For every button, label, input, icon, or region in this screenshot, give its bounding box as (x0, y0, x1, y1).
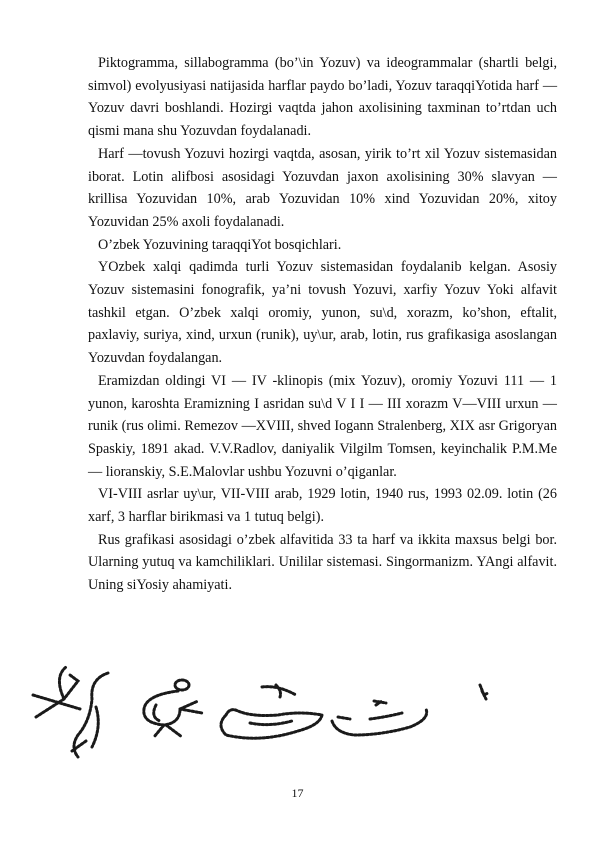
archer-glyph (33, 667, 108, 757)
animal-glyph-2 (332, 701, 427, 735)
animal-glyph (221, 685, 322, 738)
paragraph-2: Harf —tovush Yozuvi hozirgi vaqtda, asosan, yirik to’rt xil Yozuv sistemasidan iborat. Lotin alifbosi asosidagi Yozuvdan jaxon axolisining 30% slavyan — krillisa Yozuvidan 10%, arab Yozuvidan 10% xind Yozuvidan 20%, xitoy Yozuvidan 25% axoli foydalanadi. (88, 145, 557, 230)
paragraph-1: Piktogramma, sillabogramma (bo’\in Yozuv) va ideogrammalar (shartli belgi, simvol) evolyusiyasi natijasida harflar paydo bo’ladi, Yozuv taraqqiYotida harf — Yozuv davri boshlandi. Hozirgi vaqtda jahon axolisining taxminan to’rtdan uch qismi mana shu Yozuvdan foydalanadi. (88, 55, 557, 140)
paragraph-6: VI-VIII asrlar uy\ur, VII-VIII arab, 1929 lotin, 1940 rus, 1993 02.09. lotin (26 xarf, 3 harflar birikmasi va 1 tutuq belgi). (88, 486, 557, 526)
paragraph-7: Rus grafikasi asosidagi o’zbek alfavitida 33 ta harf va ikkita maxsus belgi bor. Ularning yutuq va kamchiliklari. Unililar sistemasi. Singormanizm. YAngi alfavit. Uning siYosiy ahamiyati. (88, 531, 557, 594)
page-number: 17 (291, 786, 304, 800)
petroglyph-figure (30, 665, 500, 760)
document-body (88, 52, 557, 597)
small-mark (480, 685, 488, 699)
figure-glyph (144, 680, 202, 737)
paragraph-4: YOzbek xalqi qadimda turli Yozuv sistemasidan foydalanib kelgan. Asosiy Yozuv sistemasini fonografik, ya’ni tovush Yozuvi, xarfiy Yozuv Yoki alfavit tashkil etgan. O’zbek xalqi oromiy, yunon, su\d, xorazm, ko’shon, eftalit, paxlaviy, suriya, xind, urxun (runik), uy\ur, arab, lotin, rus grafikasiga asoslangan Yozuvdan foydalangan. (88, 259, 557, 367)
paragraph-5: Eramizdan oldingi VI — IV -klinopis (mix Yozuv), oromiy Yozuvi 111 — 1 yunon, karoshta Eramizning I asridan su\d V I I — III xorazm V—VIII urxun — runik (rus olimi. Remezov —XVIII, shved Iogann Stralenberg, XIX asr Grigoryan Spaskiy, 1891 akad. V.V.Radlov, daniyalik Vilgilm Tomsen, keyinchalik P.M.Me — lioranskiy, S.E.Malovlar ushbu Yozuvni o’qiganlar. (88, 372, 557, 480)
paragraph-3: O’zbek Yozuvining taraqqiYot bosqichlari. (98, 236, 342, 253)
